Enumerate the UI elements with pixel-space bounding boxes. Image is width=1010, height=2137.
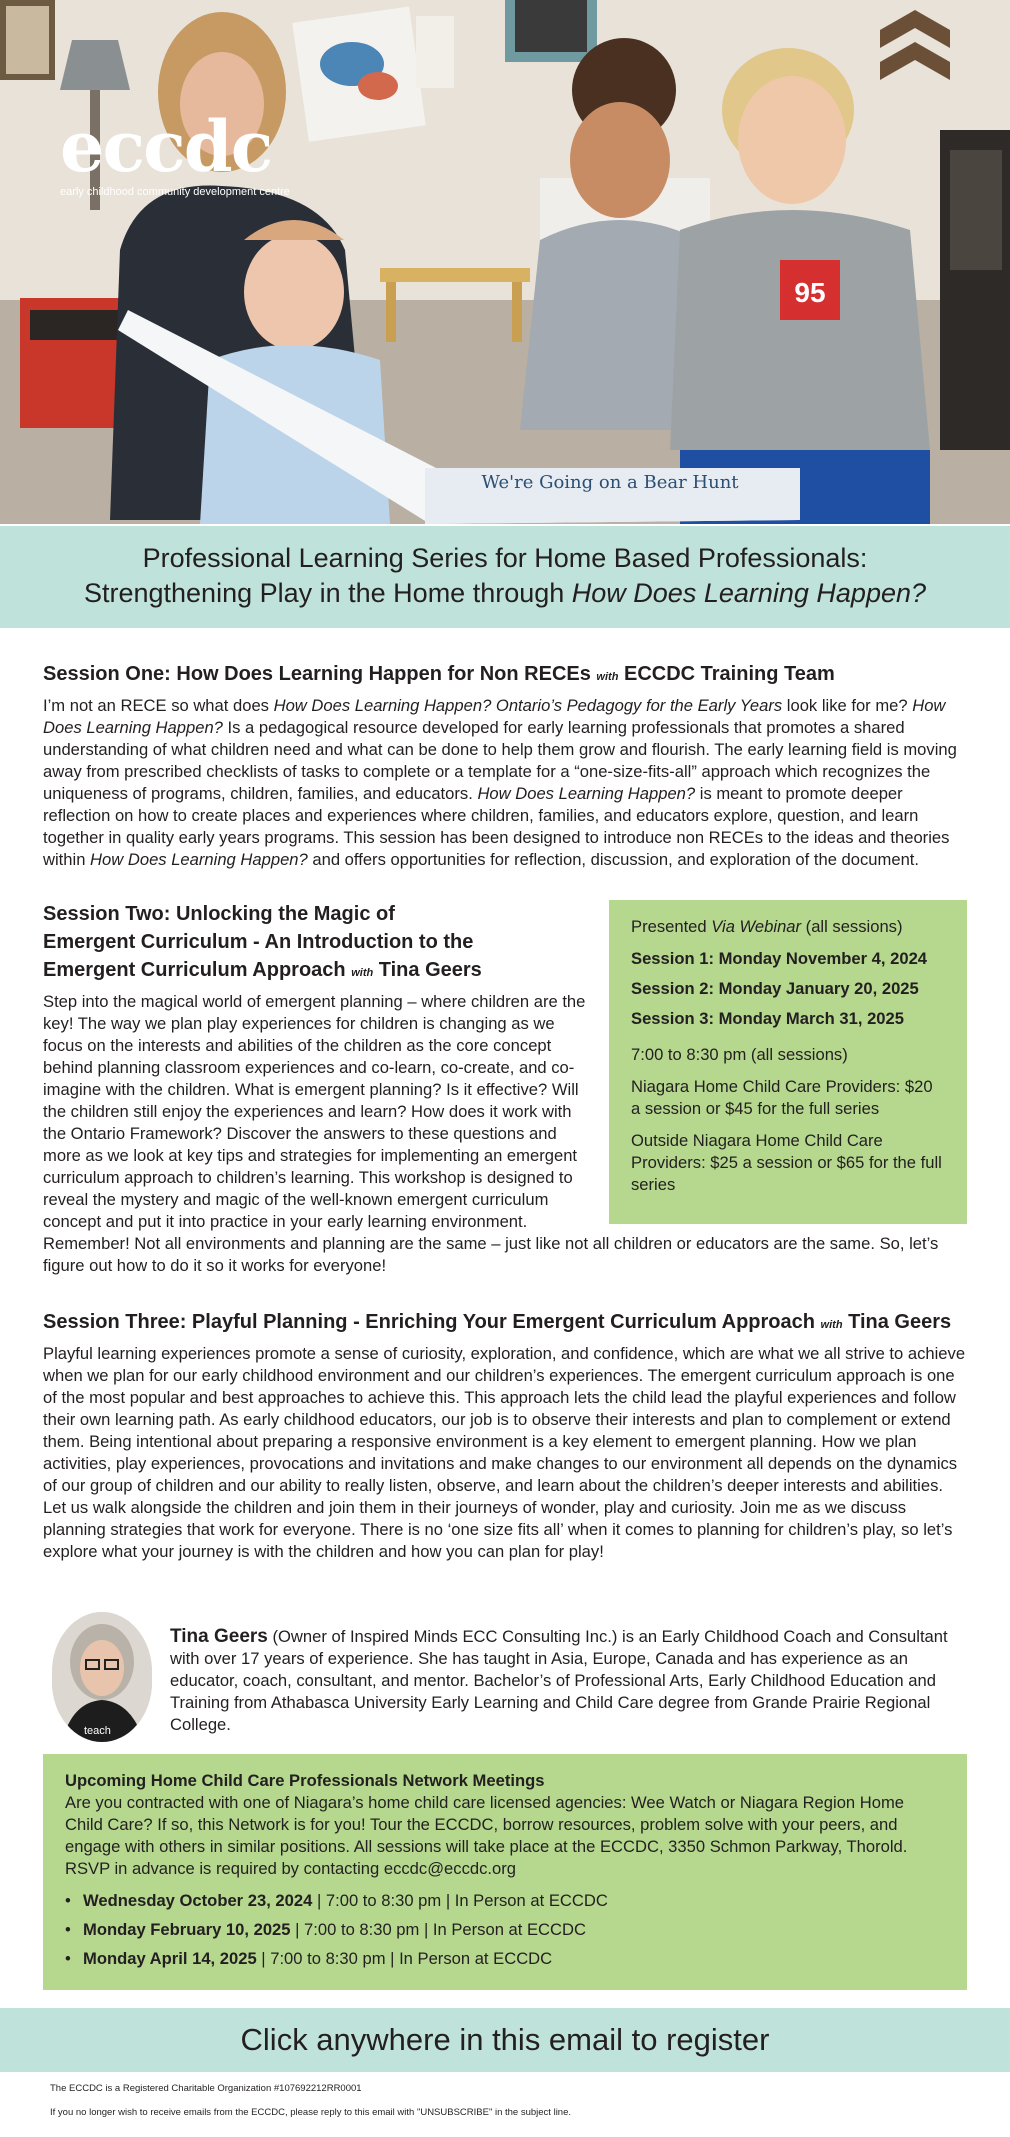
session-two-presenter: Tina Geers xyxy=(378,959,482,981)
presenter-bio xyxy=(52,1612,967,1742)
shirt-lettering: teach xyxy=(84,1725,111,1737)
italic-title-run: How Does Learning Happen? xyxy=(90,850,308,869)
italic-title-run: How Does Learning Happen? xyxy=(477,784,696,803)
hero-photo[interactable] xyxy=(0,0,1010,524)
logo-wordmark: eccdc xyxy=(60,105,272,188)
session-three-body: Playful learning experiences promote a sense of curiosity, exploration, and confidence, which are what we all strive to achieve when we plan for our early childhood environment and our children’s experiences. The emergent curriculum approach is one of the most popular and best approaches to achieve this. This approach lets the child lead the playful experiences and follow their own learning path. As early childhood educators, our job is to observe their interests and plan to complement or extend them. Being intentional about preparing a responsive environment is a key element to emergent planning. How we plan activities, play experiences, provocations and invitations and make changes to our environment all depends on the dynamics of our group of children and our ability to really listen, observe, and learn about the children’s deeper interests and abilities. Let us walk alongside the children and join them in their journeys of wonder, play and curiosity. Join me as we discuss planning strategies that work for everyone. There is no ‘one size fits all’ when it comes to planning for children’s play, so let’s explore what your journey is with the children and how you can plan for play! xyxy=(43,1344,966,1561)
session-three-heading: Session Three: Playful Planning - Enriching Your Emergent Curriculum Approach with Tina Geers xyxy=(43,1311,952,1333)
avatar xyxy=(52,1612,152,1742)
session-date-1: Session 1: Monday November 4, 2024 xyxy=(631,949,928,968)
register-label[interactable]: Click anywhere in this email to register xyxy=(240,2022,770,2057)
list-item: • Monday April 14, 2025 | 7:00 to 8:30 pm | In Person at ECCDC xyxy=(65,1949,553,1968)
session-two-heading: Session Two: Unlocking the Magic of Emergent Curriculum - An Introduction to the Emergent Curriculum Approach with Tina Geers xyxy=(43,903,482,981)
session-three xyxy=(43,1308,967,1563)
list-item: • Wednesday October 23, 2024 | 7:00 to 8:30 pm | In Person at ECCDC xyxy=(65,1891,608,1910)
session-date-3: Session 3: Monday March 31, 2025 xyxy=(631,1009,904,1028)
eccdc-logo xyxy=(60,105,290,198)
sessions-content xyxy=(43,660,967,1563)
session-time: 7:00 to 8:30 pm (all sessions) xyxy=(631,1045,848,1064)
series-title-prefix: Strengthening Play in the Home through xyxy=(83,578,572,608)
session-one-presenter: ECCDC Training Team xyxy=(623,663,835,685)
text-run: Is a pedagogical resource developed for early learning professionals that promotes a shared understanding of what children need and what can be done to help them grow and flourish. The early learning field is moving away from prescribed checklists of tasks to complete or a template for a “one-size-fits-all” approach which recognizes the uniqueness of programs, children, families, and educators. xyxy=(43,718,957,803)
presented-via-webinar: Presented Via Webinar (all sessions) xyxy=(631,917,903,936)
book-title: We're Going on a Bear Hunt xyxy=(481,472,739,493)
meetings-list xyxy=(65,1886,945,1973)
text-run: is meant to promote deeper reflection on how to create places and experiences where children, families, and educators explore, question, and learn together in quality early years programs. This session has been designed to introduce non RECEs to the ideas and theories within xyxy=(43,784,950,869)
series-title-line2 xyxy=(0,576,1010,611)
webinar-details-box xyxy=(609,900,967,1224)
text-run: look like for me? xyxy=(782,696,913,715)
shirt-number: 95 xyxy=(794,277,826,308)
meetings-body: Are you contracted with one of Niagara’s home child care licensed agencies: Wee Watch or Niagara Region Home Child Care? If so, this Network is for you! Tour the ECCDC, borrow resources, problem solve with your peers, and engage with others in similar positions. All sessions will take place at the ECCDC, 3350 Schmon Parkway, Thorold. RSVP in advance is required by contacting eccdc@eccdc.org xyxy=(65,1793,908,1878)
italic-title-run: How Does Learning Happen? xyxy=(43,696,946,737)
session-one-heading: Session One: How Does Learning Happen for Non RECEs with ECCDC Training Team xyxy=(43,663,835,685)
italic-title-run: How Does Learning Happen? Ontario’s Pedagogy for the Early Years xyxy=(273,696,783,715)
logo-tagline: early childhood community development centre xyxy=(60,186,290,198)
list-item: • Monday February 10, 2025 | 7:00 to 8:30 pm | In Person at ECCDC xyxy=(65,1920,586,1939)
register-link[interactable] xyxy=(0,2008,1010,2072)
bio-text: Tina Geers (Owner of Inspired Minds ECC Consulting Inc.) is an Early Childhood Coach and Consultant with over 17 years of experience. She has taught in Asia, Europe, Canada and has experience as an educator, coach, consultant, and mentor. Bachelor’s of Professional Arts, Early Childhood Education and Training from Athabasca University Early Learning and Child Care degree from Grande Prairie Regional College. xyxy=(170,1626,948,1734)
series-title-line1: Professional Learning Series for Home Based Professionals: xyxy=(142,543,868,573)
text-run: I’m not an RECE so what does xyxy=(43,696,274,715)
series-title-italic: How Does Learning Happen? xyxy=(571,578,927,608)
network-meetings-box xyxy=(43,1754,967,1990)
session-two-body: Step into the magical world of emergent planning – where children are the key! The way we plan play experiences for children is changing as we focus on the interests and abilities of the children as the core concept behind planning classroom experiences and co-learn, co-create, and co-imagine with the children. What is emergent planning? Is it effective? Will the children still enjoy the experiences and learn? How does it work with the Ontario Framework? Discover the answers to these questions and more as we look at key tips and strategies for implementing an emergent curriculum approach to children’s learning. This workshop is designed to reveal the mystery and magic of the well-known emergent curriculum concept and put it into practice in your early learning environment. Remember! Not all environments and planning are the same – just like not all children or educators are the same. So, let’s figure out how to do it so it works for everyone! xyxy=(43,992,939,1275)
session-date-2: Session 2: Monday January 20, 2025 xyxy=(631,979,919,998)
series-title-band xyxy=(0,526,1010,628)
bio-name: Tina Geers xyxy=(170,1626,268,1647)
hero-illustration xyxy=(0,0,1010,524)
session-three-presenter: Tina Geers xyxy=(848,1311,952,1333)
outside-niagara-fee: Outside Niagara Home Child Care Providers: $25 a session or $65 for the full series xyxy=(631,1131,942,1194)
text-run: and offers opportunities for reflection, discussion, and exploration of the document. xyxy=(307,850,920,869)
charity-notice: The ECCDC is a Registered Charitable Organization #107692212RR0001 xyxy=(50,2083,362,2094)
session-one xyxy=(43,660,967,884)
meetings-title: Upcoming Home Child Care Professionals Network Meetings xyxy=(65,1771,545,1790)
niagara-fee: Niagara Home Child Care Providers: $20 a session or $45 for the full series xyxy=(631,1077,933,1118)
unsubscribe-notice: If you no longer wish to receive emails from the ECCDC, please reply to this email with "UNSUBSCRIBE" in the subject line. xyxy=(50,2107,572,2118)
session-one-body xyxy=(43,695,967,871)
session-two xyxy=(43,900,967,1288)
